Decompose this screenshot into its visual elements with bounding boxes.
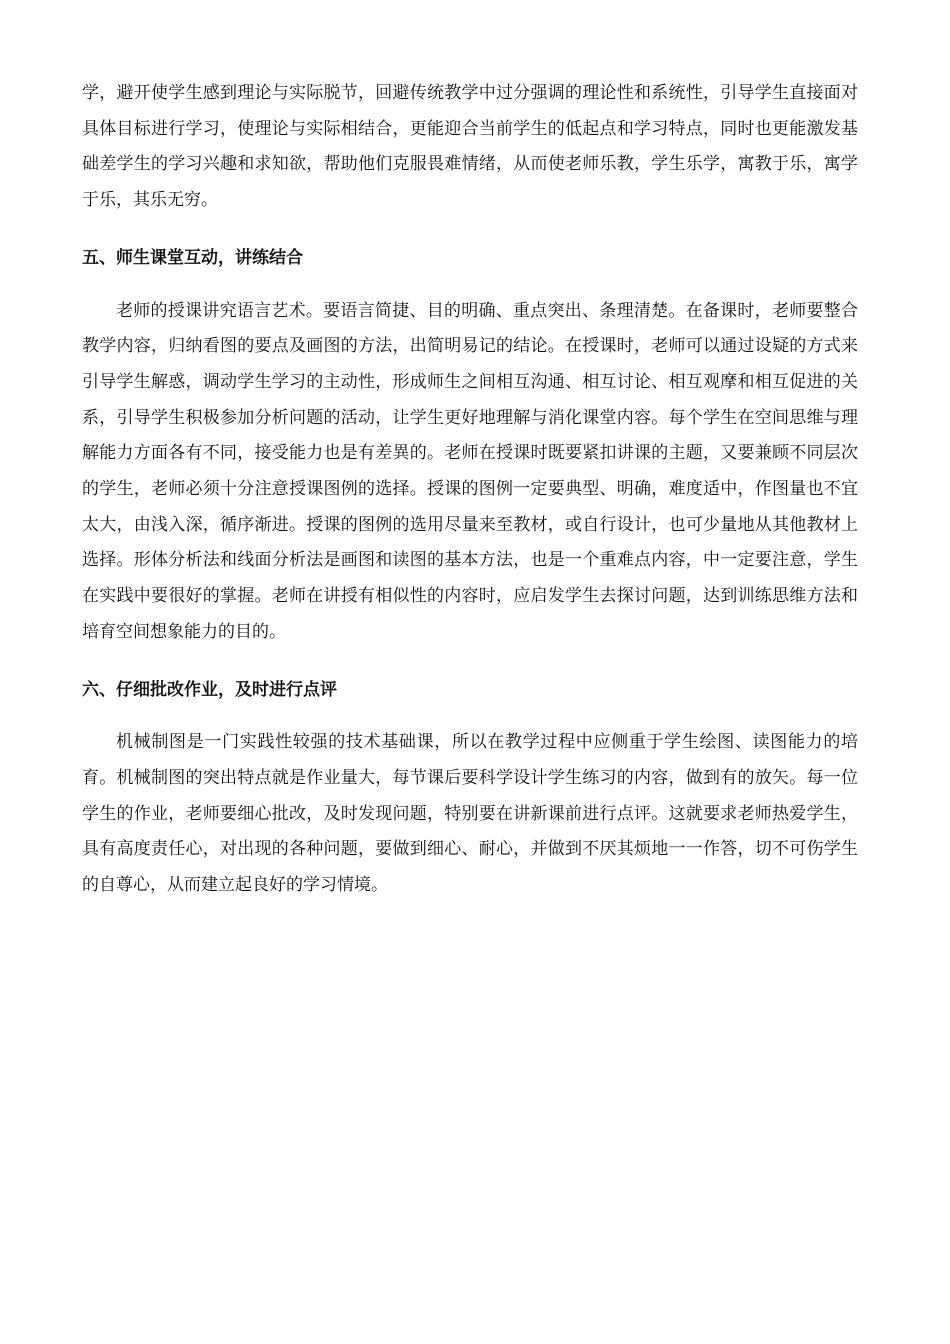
continuation-paragraph: 学，避开使学生感到理论与实际脱节，回避传统教学中过分强调的理论性和系统性，引导学生直接面对具体目标进行学习，使理论与实际相结合，更能迎合当前学生的低起点和学习特点，同时也更能激发基础差学生的学习兴趣和求知欲，帮助他们克服畏难情绪，从而使老师乐教，学生乐学，寓教于乐，寓学于乐，其乐无穷。 bbox=[82, 83, 858, 211]
section-paragraph-5: 老师的授课讲究语言艺术。要语言简捷、目的明确、重点突出、条理清楚。在备课时，老师要整合教学内容，归纳看图的要点及画图的方法，出简明易记的结论。在授课时，老师可以通过设疑的方式来引导学生解惑，调动学生学习的主动性，形成师生之间相互沟通、相互讨论、相互观摩和相互促进的关系，引导学生积极参加分析问题的活动，让学生更好地理解与消化课堂内容。每个学生在空间思维与理解能力方面各有不同，接受能力也是有差異的。老师在授课时既要紧扣讲课的主题，又要兼顾不同层次的学生，老师必须十分注意授课图例的选择。授课的图例一定要典型、明确，难度适中，作图量也不宜太大，由浅入深，循序渐进。授课的图例的选用尽量来至教材，或自行设计，也可少量地从其他教材上选择。形体分析法和线面分析法是画图和读图的基本方法，也是一个重难点内容，中一定要注意，学生在实践中要很好的掌握。老师在讲授有相似性的内容时，应启发学生去探讨问题，达到训练思维方法和培育空间想象能力的目的。 bbox=[82, 300, 858, 642]
spacer bbox=[82, 277, 858, 294]
spacer bbox=[82, 651, 858, 673]
spacer bbox=[82, 219, 858, 241]
document-body bbox=[82, 76, 858, 904]
section-heading-6: 六、仔细批改作业，及时进行点评 bbox=[82, 679, 337, 700]
spacer bbox=[82, 708, 858, 725]
section-paragraph-6: 机械制图是一门实践性较强的技术基础课，所以在教学过程中应侧重于学生绘图、读图能力的培育。机械制图的突出特点就是作业量大，每节课后要科学设计学生练习的内容，做到有的放矢。每一位学生的作业，老师要细心批改，及时发现问题，特别要在讲新课前进行点评。这就要求老师热爱学生，具有高度责任心，对出现的各种问题，要做到细心、耐心，并做到不厌其烦地一一作答，切不可伤学生的自尊心，从而建立起良好的学习情境。 bbox=[82, 732, 858, 896]
section-heading-5: 五、师生课堂互动，讲练结合 bbox=[82, 247, 303, 268]
